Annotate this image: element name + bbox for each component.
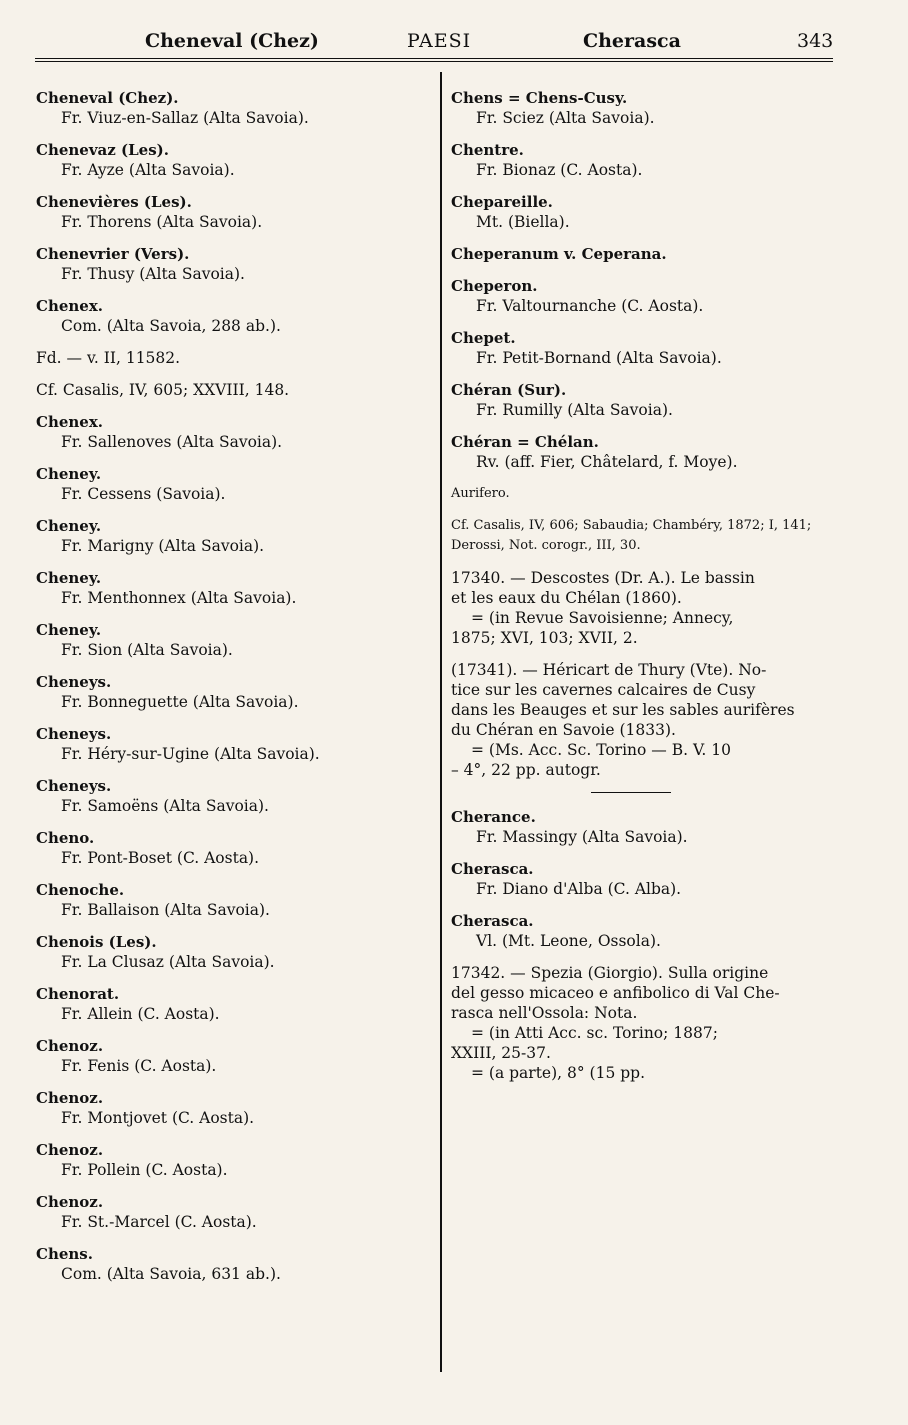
bib-line: (17341). — Héricart de Thury (Vte). No- (451, 661, 767, 679)
entry-headword: Cheno. (36, 829, 95, 847)
entry-headword: Chenevrier (Vers). (36, 245, 190, 263)
entry-headword: Chepet. (451, 329, 516, 347)
cf-text: Cf. Casalis, IV, 606; Sabaudia; Chambéry, 1872; I, 141; Derossi, Not. corogr., III, 30. (451, 518, 812, 553)
entry-line: Fd. — v. II, 11582. (36, 349, 181, 367)
entry-headword: Chepareille. (451, 193, 553, 211)
gazetteer-entry (451, 276, 836, 316)
gazetteer-entry (36, 724, 431, 764)
bib-line: 1875; XVI, 103; XVII, 2. (451, 629, 638, 647)
entry-headword: Chenoz. (36, 1089, 104, 1107)
entry-headword: Chenoche. (36, 881, 125, 899)
bib-line: tice sur les cavernes calcaires de Cusy (451, 681, 756, 699)
entry-line: Fr. Samoëns (Alta Savoia). (61, 797, 269, 815)
entry-headword: Chéran = Chélan. (451, 433, 599, 451)
gazetteer-entry (451, 192, 836, 232)
entry-headword: Chenex. (36, 297, 104, 315)
gazetteer-entry (36, 568, 431, 608)
entry-headword: Cheneval (Chez). (36, 89, 179, 107)
entry-headword: Cheperon. (451, 277, 538, 295)
entry-headword: Chenois (Les). (36, 933, 157, 951)
entry-line: Fr. Cessens (Savoia). (61, 485, 226, 503)
entry-line: Fr. Héry-sur-Ugine (Alta Savoia). (61, 745, 320, 763)
entry-line: Fr. Menthonnex (Alta Savoia). (61, 589, 297, 607)
entry-headword: Cheneys. (36, 777, 112, 795)
gazetteer-entry (451, 859, 836, 899)
entry-headword: Cheneys. (36, 725, 112, 743)
entry-line: Fr. Massingy (Alta Savoia). (476, 828, 688, 846)
bib-line: – 4°, 22 pp. autogr. (451, 761, 601, 779)
bib-line: = (in Atti Acc. sc. Torino; 1887; (471, 1024, 718, 1042)
entry-line: Fr. Viuz-en-Sallaz (Alta Savoia). (61, 109, 309, 127)
entry-line: Fr. Ballaison (Alta Savoia). (61, 901, 270, 919)
gazetteer-entry (36, 296, 431, 336)
section-rule (591, 792, 671, 793)
gazetteer-entry (451, 88, 836, 128)
aurifero-text: Aurifero. (451, 486, 510, 501)
entry-headword: Chens. (36, 1245, 93, 1263)
gazetteer-entry (36, 464, 431, 504)
entry-line: Fr. Petit-Bornand (Alta Savoia). (476, 349, 722, 367)
entry-headword: Cherasca. (451, 912, 534, 930)
gazetteer-entry (451, 432, 836, 472)
entry-line: Fr. Sallenoves (Alta Savoia). (61, 433, 283, 451)
bib-line: = (a parte), 8° (15 pp. (471, 1064, 646, 1082)
entry-headword: Cheney. (36, 465, 102, 483)
gazetteer-entry (36, 880, 431, 920)
entry-headword: Cheneys. (36, 673, 112, 691)
entry-line: Fr. Bonneguette (Alta Savoia). (61, 693, 299, 711)
gazetteer-entry (36, 620, 431, 660)
right-column (451, 88, 836, 1095)
gazetteer-entry (451, 244, 836, 264)
gazetteer-entry (36, 984, 431, 1024)
entry-headword: Cherasca. (451, 860, 534, 878)
page-number: 343 (797, 30, 834, 52)
entry-line: Fr. Ayze (Alta Savoia). (61, 161, 235, 179)
entry-headword: Chenoz. (36, 1037, 104, 1055)
entry-line: Fr. Valtournanche (C. Aosta). (476, 297, 704, 315)
gazetteer-entry (36, 348, 431, 368)
gazetteer-entry (36, 776, 431, 816)
gazetteer-entry (36, 88, 431, 128)
entry-line: Fr. Pollein (C. Aosta). (61, 1161, 228, 1179)
gazetteer-entry (451, 911, 836, 951)
entry-headword: Chenorat. (36, 985, 120, 1003)
entry-headword: Chenevaz (Les). (36, 141, 169, 159)
entry-headword: Chenex. (36, 413, 104, 431)
entry-headword: Chenoz. (36, 1141, 104, 1159)
entry-headword: Chentre. (451, 141, 524, 159)
gazetteer-entry (36, 1192, 431, 1232)
entry-headword: Chenoz. (36, 1193, 104, 1211)
entry-headword: Cheperanum v. Ceperana. (451, 245, 667, 263)
entry-line: Fr. Fenis (C. Aosta). (61, 1057, 217, 1075)
entry-line: Fr. Bionaz (C. Aosta). (476, 161, 643, 179)
cf-note (451, 516, 836, 556)
gazetteer-entry (36, 140, 431, 180)
entry-line: Fr. St.-Marcel (C. Aosta). (61, 1213, 257, 1231)
bib-line: et les eaux du Chélan (1860). (451, 589, 682, 607)
entry-line: Mt. (Biella). (476, 213, 570, 231)
gazetteer-entry (36, 516, 431, 556)
entry-headword: Chéran (Sur). (451, 381, 567, 399)
entry-line: Fr. Allein (C. Aosta). (61, 1005, 220, 1023)
entry-line: Fr. Pont-Boset (C. Aosta). (61, 849, 260, 867)
header-right: Cherasca (583, 30, 681, 52)
gazetteer-entry (451, 380, 836, 420)
entry-headword: Cheney. (36, 569, 102, 587)
gazetteer-entry (36, 1244, 431, 1284)
gazetteer-entry (36, 244, 431, 284)
bib-17341 (451, 660, 836, 780)
entry-line: Fr. Sion (Alta Savoia). (61, 641, 233, 659)
header-center: PAESI (407, 30, 472, 52)
entry-line: Rv. (aff. Fier, Châtelard, f. Moye). (476, 453, 738, 471)
bib-line: du Chéran en Savoie (1833). (451, 721, 676, 739)
bib-17342 (451, 963, 836, 1083)
bib-line: XXIII, 25-37. (451, 1044, 551, 1062)
entry-headword: Chens = Chens-Cusy. (451, 89, 628, 107)
bib-17340 (451, 568, 836, 648)
aurifero-note (451, 484, 836, 504)
bib-line: 17342. — Spezia (Giorgio). Sulla origine (451, 964, 769, 982)
entry-line: Cf. Casalis, IV, 605; XXVIII, 148. (36, 381, 290, 399)
page-header (35, 24, 833, 62)
entry-line: Vl. (Mt. Leone, Ossola). (476, 932, 661, 950)
entry-line: Fr. Thorens (Alta Savoia). (61, 213, 263, 231)
bib-line: rasca nell'Ossola: Nota. (451, 1004, 638, 1022)
gazetteer-entry (36, 1140, 431, 1180)
gazetteer-entry (451, 140, 836, 180)
entry-line: Fr. La Clusaz (Alta Savoia). (61, 953, 275, 971)
gazetteer-entry (36, 672, 431, 712)
entry-headword: Chenevières (Les). (36, 193, 192, 211)
bib-line: 17340. — Descostes (Dr. A.). Le bassin (451, 569, 755, 587)
gazetteer-entry (36, 932, 431, 972)
gazetteer-entry (36, 828, 431, 868)
entry-headword: Cheney. (36, 517, 102, 535)
bib-line: = (in Revue Savoisienne; Annecy, (471, 609, 734, 627)
gazetteer-entry (36, 1036, 431, 1076)
gazetteer-entry (451, 328, 836, 368)
entry-line: Com. (Alta Savoia, 631 ab.). (61, 1265, 281, 1283)
bib-line: = (Ms. Acc. Sc. Torino — B. V. 10 (471, 741, 732, 759)
entry-headword: Cheney. (36, 621, 102, 639)
entry-line: Fr. Diano d'Alba (C. Alba). (476, 880, 682, 898)
gazetteer-entry (36, 412, 431, 452)
entry-line: Fr. Thusy (Alta Savoia). (61, 265, 245, 283)
left-column (36, 88, 431, 1296)
entry-line: Fr. Sciez (Alta Savoia). (476, 109, 655, 127)
gazetteer-entry (36, 1088, 431, 1128)
column-divider (440, 72, 442, 1372)
entry-line: Fr. Montjovet (C. Aosta). (61, 1109, 255, 1127)
bib-line: del gesso micaceo e anfibolico di Val Che- (451, 984, 780, 1002)
entry-line: Fr. Rumilly (Alta Savoia). (476, 401, 673, 419)
bib-line: dans les Beauges et sur les sables aurifères (451, 701, 795, 719)
header-left: Cheneval (Chez) (145, 30, 319, 52)
gazetteer-entry (36, 380, 431, 400)
gazetteer-entry (36, 192, 431, 232)
entry-line: Com. (Alta Savoia, 288 ab.). (61, 317, 281, 335)
entry-line: Fr. Marigny (Alta Savoia). (61, 537, 265, 555)
gazetteer-entry (451, 807, 836, 847)
entry-headword: Cherance. (451, 808, 536, 826)
